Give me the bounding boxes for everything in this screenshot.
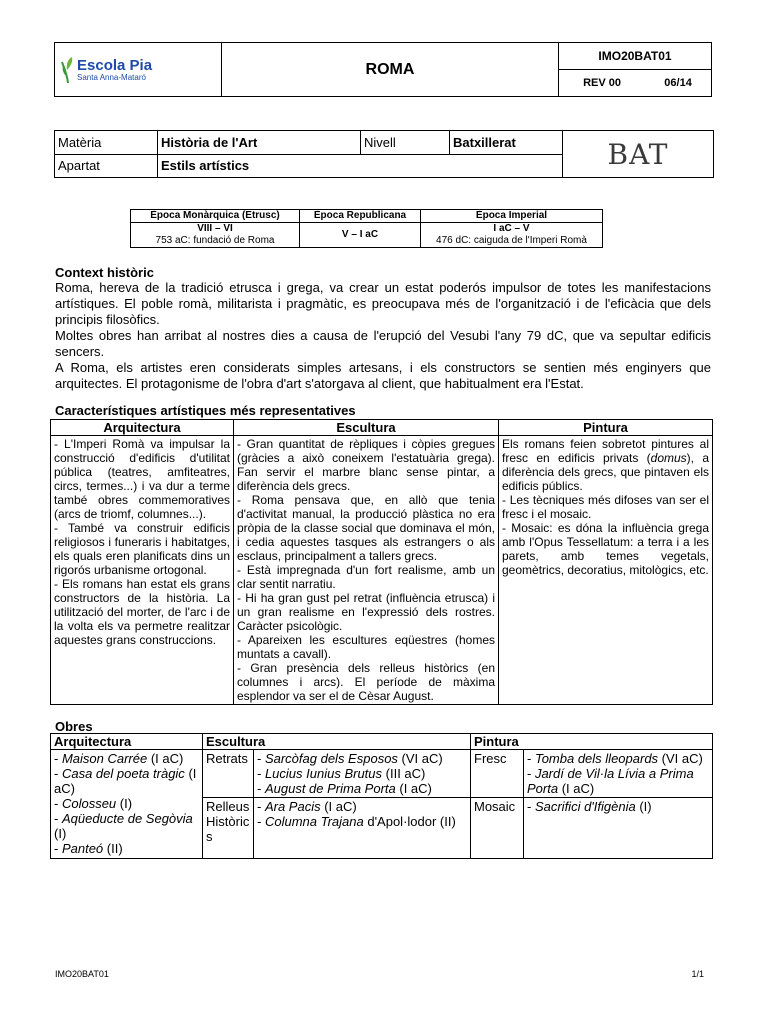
epoch-name: Època Imperial: [421, 210, 603, 223]
epoch-name: Època Monàrquica (Etrusc): [131, 210, 300, 223]
bat-logo-cell: [563, 131, 714, 178]
pintura-works: [524, 750, 713, 798]
epoch-note: 476 dC: caiguda de l'Imperi Romà: [436, 235, 587, 246]
escultura-works: [254, 798, 471, 859]
domus-term: domus: [650, 451, 687, 465]
arquitectura-text: - L'Imperi Romà va impulsar la construcció d'edificis d'utilitat pública (teatres, amfiteatres, circs, termes...) i va dur a terme també obres commemoratives (arcs de triomf, columnes...). - També va construir edificis religiosos i funeraris i habitatges, els quals eren planificats dins un rigorós urbanisme ortogonal. - Els romans han estat els grans constructors de la història. La utilització del morter, de l'arc i de la volta els va permetre realitzar aquestes grans construccions.: [51, 436, 234, 705]
bat-logo: BAT: [607, 137, 669, 171]
characteristics-table: [50, 419, 713, 705]
apartat-value: Estils artístics: [158, 154, 563, 178]
document-title: ROMA: [222, 43, 559, 97]
works-table: [50, 733, 713, 859]
col-header: Escultura: [234, 420, 499, 436]
col-header: Pintura: [471, 734, 713, 750]
epoch-range: VIII – VI: [197, 223, 233, 234]
logo-cell: [55, 43, 222, 97]
logo-name: Escola Pia: [77, 56, 153, 74]
work-item: - Aqüeducte de Segòvia (I): [54, 811, 193, 841]
footer-page: 1/1: [691, 969, 704, 979]
pintura-category: Fresc: [471, 750, 524, 798]
epoch-cell: [421, 223, 603, 248]
context-paragraph: Moltes obres han arribat al nostres dies a causa de l'erupció del Vesubi l'any 79 dC, que va sepultar edificis sencers.: [55, 328, 711, 359]
work-item: - Casa del poeta tràgic (I aC): [54, 766, 197, 796]
epoch-note: 753 aC: fundació de Roma: [155, 235, 275, 246]
work-item: - August de Prima Porta (I aC): [257, 781, 432, 796]
work-item: - Columna Trajana d'Apol·lodor (II): [257, 814, 456, 829]
pintura-text-part: ), a diferència dels grecs, que pintaven els edificis públics. - Les tècniques més difoses van ser el fresc i el mosaic. - Mosaic: es dóna la influència grega amb l'Opus Tessellatum: a terra i a les parets, amb temes vegetals, geomètrics, decoratius, mitològics, etc.: [502, 451, 709, 577]
work-item: - Sarcòfag dels Esposos (VI aC): [257, 751, 443, 766]
nivell-value: Batxillerat: [450, 131, 563, 155]
escultura-category: Relleus Històrics: [203, 798, 254, 859]
pintura-text-part: Els romans feien sobretot pintures al fresc en edificis privats (: [502, 437, 709, 465]
works-title: Obres: [55, 719, 93, 734]
escola-pia-logo: [55, 43, 221, 96]
escultura-text: - Gran quantitat de rèpliques i còpies gregues (gràcies a això coneixem l'estatuària grega). Fan servir el marbre blanc sense pintar, a diferència dels grecs. - Roma pensava que, en allò que tenia d'activitat manual, la producció plàstica no era pròpia de la classe social que dominava el món, i cedia aquestes tasques als estrangers o als esclaus, principalment a tallers grecs. - Està impregnada d'un fort realisme, amb un clar sentit narratiu. - Hi ha gran gust pel retrat (influència etrusca) i un gran realisme en l'expressió dels rostres. Caràcter psicològic. - Apareixen les escultures eqüestres (homes muntats a cavall). - Gran presència dels relleus històrics (en columnes i arcs). El període de màxima esplendor va ser el de Cèsar August.: [234, 436, 499, 705]
nivell-label: Nivell: [361, 131, 450, 155]
escultura-works: [254, 750, 471, 798]
col-header: Escultura: [203, 734, 471, 750]
context-section: [55, 265, 711, 392]
materia-value: Història de l'Art: [158, 131, 361, 155]
footer-code: IMO20BAT01: [55, 969, 109, 979]
work-item: - Panteó (II): [54, 841, 123, 856]
col-header: Arquitectura: [51, 420, 234, 436]
work-item: - Jardí de Vil·la Lívia a Prima Porta (I aC): [527, 766, 694, 796]
subject-table: [54, 130, 714, 178]
pintura-category: Mosaic: [471, 798, 524, 859]
work-item: - Sacrifici d'Ifigènia (I): [527, 799, 652, 814]
document-code: IMO20BAT01: [559, 43, 712, 70]
context-paragraph: A Roma, els artistes eren considerats simples artesans, i els constructors se sentien més enginyers que arquitectes. El protagonisme de l'obra d'art s'atorgava al client, que habitualment era l'Estat.: [55, 360, 711, 391]
materia-label: Matèria: [55, 131, 158, 155]
epoch-table: [130, 209, 603, 248]
epoch-range: I aC – V: [493, 223, 530, 234]
escultura-category: Retrats: [203, 750, 254, 798]
work-item: - Maison Carrée (I aC): [54, 751, 184, 766]
col-header: Pintura: [499, 420, 713, 436]
work-item: - Colosseu (I): [54, 796, 133, 811]
logo-subtitle: Santa Anna-Mataró: [77, 72, 146, 82]
pintura-works: [524, 798, 713, 859]
revision-date: 06/14: [645, 70, 711, 97]
arquitectura-works: [51, 750, 203, 859]
revision: REV 00: [559, 70, 646, 97]
epoch-range: V – I aC: [300, 223, 421, 248]
document-header: [54, 42, 712, 97]
context-paragraph: Roma, hereva de la tradició etrusca i grega, va crear un estat poderós impulsor de totes les manifestacions artístiques. El poble romà, militarista i pragmàtic, es preocupava més de l'organització i de l'eficàcia que dels principis filosòfics.: [55, 280, 711, 327]
epoch-cell: [131, 223, 300, 248]
context-title: Context històric: [55, 265, 154, 280]
work-item: - Ara Pacis (I aC): [257, 799, 357, 814]
work-item: - Tomba dels lleopards (VI aC): [527, 751, 703, 766]
col-header: Arquitectura: [51, 734, 203, 750]
leaf-icon: [61, 56, 75, 84]
work-item: - Lucius Iunius Brutus (III aC): [257, 766, 426, 781]
epoch-name: Època Republicana: [300, 210, 421, 223]
pintura-text: [499, 436, 713, 705]
apartat-label: Apartat: [55, 154, 158, 178]
characteristics-title: Característiques artístiques més representatives: [55, 403, 356, 418]
